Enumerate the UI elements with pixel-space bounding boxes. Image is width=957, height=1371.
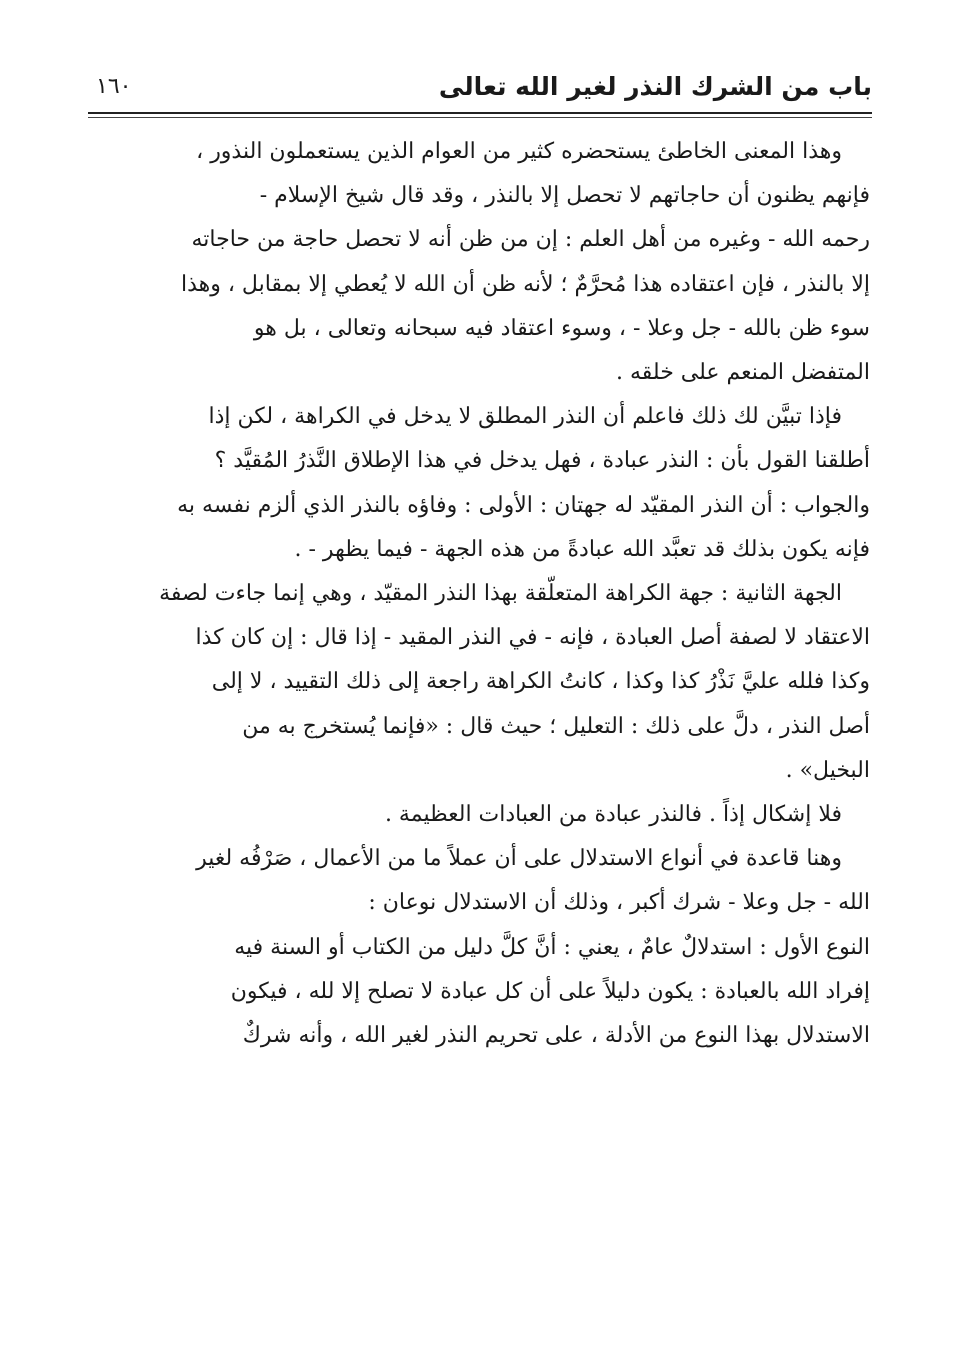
chapter-title: باب من الشرك النذر لغير الله تعالى	[438, 72, 872, 101]
header-divider	[88, 112, 872, 114]
text-line: فلا إشكال إذاً . فالنذر عبادة من العبادات العظيمة .	[384, 802, 842, 828]
header-divider-thin	[88, 117, 872, 118]
text-line: وهذا المعنى الخاطئ يستحضره كثير من العوام الذين يستعملون النذور ،	[196, 139, 842, 164]
running-header	[88, 60, 872, 110]
text-line: والجواب : أن النذر المقيّد له جهتان : الأولى : وفاؤه بالنذر الذي ألزم نفسه به	[177, 492, 870, 518]
text-line: رحمه الله - وغيره من أهل العلم : إن من ظن أنه لا تحصل حاجة من حاجاته	[191, 227, 870, 253]
text-line: وكذا فلله عليَّ نَذْرُ كذا وكذا ، كانتُ الكراهة راجعة إلى ذلك التقييد ، لا إلى	[211, 669, 870, 695]
text-line: الاعتقاد لا لصفة أصل العبادة ، فإنه - في النذر المقيد - إذا قال : إن كان كذا	[195, 625, 870, 651]
text-line: فإنه يكون بذلك قد تعبَّد الله عبادةً من هذه الجهة - فيما يظهر - .	[294, 536, 870, 562]
body-text	[100, 130, 870, 1058]
text-line: البخيل» .	[785, 757, 870, 783]
text-line: سوء ظن بالله - جل وعلا - ، وسوء اعتقاد فيه سبحانه وتعالى ، بل هو	[253, 315, 870, 341]
text-line: النوع الأول : استدلالٌ عامٌ ، يعني : أنَّ كلَّ دليل من الكتاب أو السنة فيه	[234, 934, 870, 960]
text-line: أطلقنا القول بأن : النذر عبادة ، فهل يدخل في هذا الإطلاق النَّذرُ المُقيَّد ؟	[214, 448, 870, 474]
text-line: أصل النذر ، دلَّ على ذلك : التعليل ؛ حيث قال : «فإنما يُستخرج به من	[242, 713, 870, 739]
text-line: المتفضل المنعم على خلقه .	[616, 360, 870, 386]
text-line: الله - جل وعلا - شرك أكبر ، وذلك أن الاستدلال نوعان :	[368, 890, 870, 916]
text-line: الاستدلال بهذا النوع من الأدلة ، على تحريم النذر لغير الله ، وأنه شركٌ	[242, 1023, 870, 1049]
text-line: إلا بالنذر ، فإن اعتقاده هذا مُحرَّمٌ ؛ لأنه ظن أن الله لا يُعطي إلا بمقابل ، وهذا	[180, 271, 870, 297]
text-line: إفراد الله بالعبادة : يكون دليلاً على أن كل عبادة لا تصلح إلا لله ، فيكون	[230, 978, 870, 1004]
text-line: الجهة الثانية : جهة الكراهة المتعلّقة بهذا النذر المقيّد ، وهي إنما جاءت لصفة	[159, 581, 842, 607]
text-line: فإذا تبيَّن لك ذلك فاعلم أن النذر المطلق لا يدخل في الكراهة ، لكن إذا	[208, 404, 842, 430]
page-number: ١٦٠	[96, 74, 132, 99]
text-line: فإنهم يظنون أن حاجاتهم لا تحصل إلا بالنذر ، وقد قال شيخ الإسلام -	[259, 183, 870, 209]
text-line: وهنا قاعدة في أنواع الاستدلال على أن عملاً ما من الأعمال ، صَرْفُه لغير	[196, 846, 842, 872]
